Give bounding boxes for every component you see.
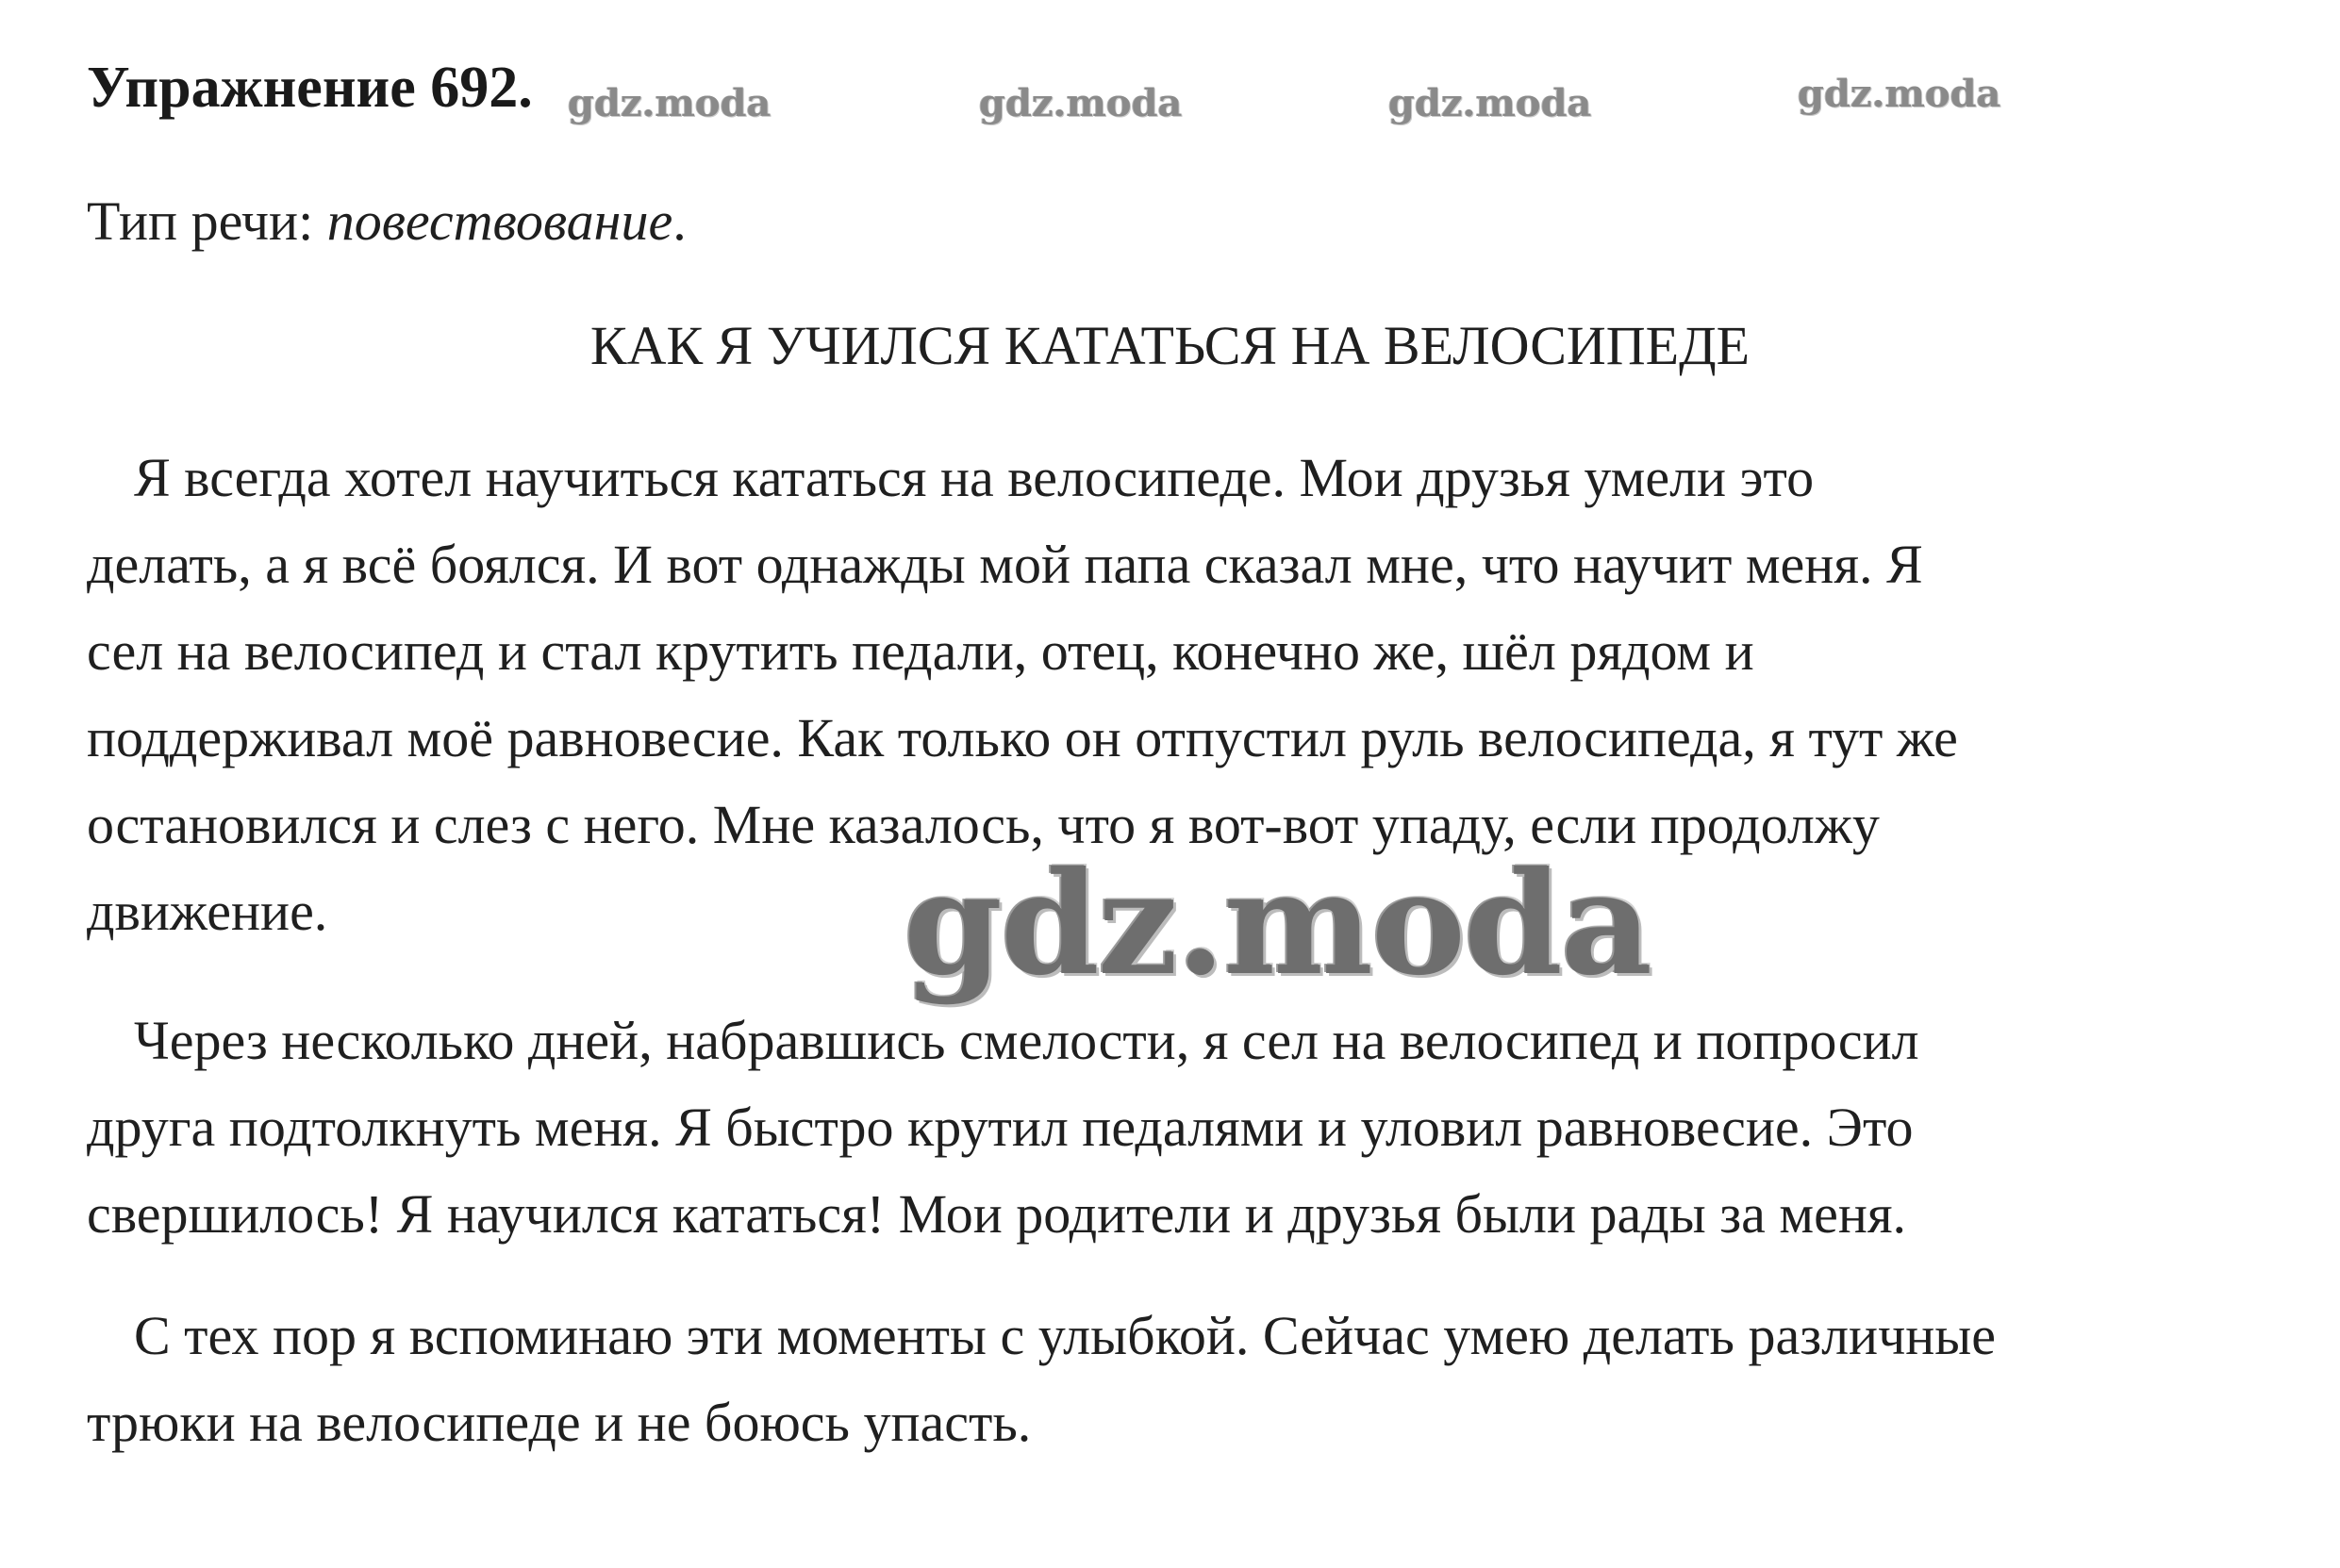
essay-line: свершилось! Я научился кататься! Мои родители и друзья были рады за меня. — [87, 1183, 1907, 1245]
essay-line: Через несколько дней, набравшись смелости, я сел на велосипед и попросил — [134, 1010, 1919, 1071]
speech-type-value: повествование — [326, 190, 673, 252]
essay-line: Я всегда хотел научиться кататься на велосипеде. Мои друзья умели это — [134, 447, 1815, 508]
essay-line: делать, а я всё боялся. И вот однажды мой папа сказал мне, что научит меня. Я — [87, 534, 1923, 595]
essay-title: КАК Я УЧИЛСЯ КАТАТЬСЯ НА ВЕЛОСИПЕДЕ — [589, 315, 1751, 376]
essay-line: трюки на велосипеде и не боюсь упасть. — [87, 1392, 1032, 1453]
essay-line: остановился и слез с него. Мне казалось, что я вот-вот упаду, если продолжу — [87, 794, 1880, 855]
essay-line: поддерживал моё равновесие. Как только он отпустил руль велосипеда, я тут же — [87, 707, 1958, 768]
speech-type-label: Тип речи: — [87, 190, 327, 252]
watermark-large: gdz.moda — [904, 841, 1651, 1007]
watermark-small: gdz.moda — [1798, 72, 2001, 116]
speech-type-line — [87, 190, 687, 252]
watermark-small: gdz.moda — [979, 81, 1183, 125]
exercise-heading: Упражнение 692. — [87, 56, 533, 120]
essay-line: сел на велосипед и стал крутить педали, отец, конечно же, шёл рядом и — [87, 620, 1754, 682]
essay-line: друга подтолкнуть меня. Я быстро крутил педалями и уловил равновесие. Это — [87, 1097, 1914, 1158]
essay-line: С тех пор я вспоминаю эти моменты с улыбкой. Сейчас умею делать различные — [134, 1305, 1997, 1366]
essay-line: движение. — [87, 881, 328, 942]
watermark-small: gdz.moda — [568, 81, 772, 125]
speech-type-end: . — [672, 190, 687, 252]
watermark-small: gdz.moda — [1388, 81, 1592, 125]
